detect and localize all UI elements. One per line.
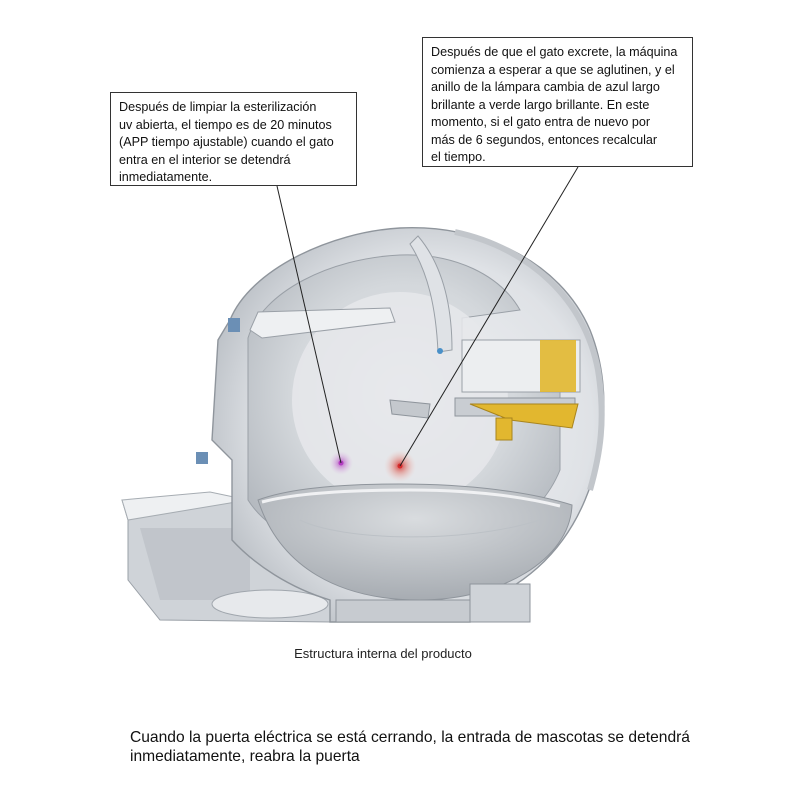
figure-caption: Estructura interna del producto xyxy=(294,646,472,661)
door-safety-note: Cuando la puerta eléctrica se está cerrando, la entrada de mascotas se detendrá inmediatamente, reabra la puerta xyxy=(130,729,690,765)
callout-uv-sterilization: Después de limpiar la esterilización uv abierta, el tiempo es de 20 minutos (APP tiempo ajustable) cuando el gato entra en el interior se detendrá inmediatamente. xyxy=(110,92,357,186)
callout-clumping-timer: Después de que el gato excrete, la máquina comienza a esperar a que se aglutinen, y el anillo de la lámpara cambia de azul largo brillante a verde largo brillante. En este momento, si el gato entra de nuevo por más de 6 segundos, entonces recalcular el tiempo. xyxy=(422,37,693,167)
